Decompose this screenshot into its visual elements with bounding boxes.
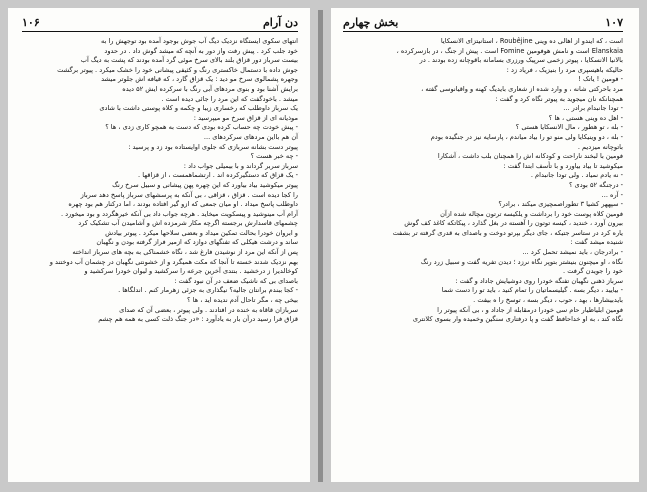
text-line: - بیایید ، دیگر بسه . گیلیسماتیان را تمام کنید ، باید تو را دست شما — [441, 286, 623, 295]
text-line: خود را جویدن گرفت . — [563, 267, 623, 276]
text-line: پس از آنکه این مرد از نوشیدن فارغ شد ، نگاه خشمناکی به بچه های سرباز انداخته — [72, 248, 298, 257]
text-line: حالیکه باهیسپری مرد را بنیزیک ، فریاد زد : — [506, 65, 623, 74]
left-page-title: دن آرام — [262, 16, 298, 29]
text-line: داوطلب پاسخ میداد . او میان جمعی که ازو گیر افتاده بودند ، اما درکنار هم بود چهره — [68, 200, 298, 209]
text-line: برایش آشنا بود و بنوی مردهای آبی رنگ با سرکرده ایش ۵۲ دیده — [122, 84, 298, 93]
text-line: موذیانه ای از قزاق سرخ مو میپرسید : — [193, 113, 298, 122]
text-line: باتوچانه میزدیم . — [577, 142, 623, 151]
text-line: سربازان قاقاه به خنده در افتادند . ولی پیوتر ، بعضی آن که صدای — [119, 305, 298, 314]
text-line: - بله ، تو هطور ، مال الانسکایا هستی ؟ — [515, 123, 623, 132]
text-line: نگاه ، او میچنون بنیشتر بتوپر نگاه نرزد ؛ دیدن تفریه گفت و سبیل زرد رنگ — [420, 257, 623, 266]
left-page-header — [22, 16, 298, 32]
text-line: ساند و درشت هیکلی که تفنگهای دوازد که ازمیر فراز گرفته بودن و نگهبان — [96, 238, 298, 247]
text-line: - یک قزاق که دستگیرکرده اند . ارتشماهمست ، از قزاقها . — [138, 171, 298, 180]
text-line: است ، که ایندو از اهالی ده وینی Roubêjine ، استانیتزای الانسکایا — [440, 37, 623, 45]
text-line: خود جلب کرد . پیش رفت واز دور به آنچه که میشد گوش داد . در حدود — [104, 46, 298, 55]
left-page-body — [22, 37, 298, 325]
text-line: پیوتر میکوشید بیاد بیاورد که این چهره پهن پیشانی و سبیل سرخ رنگ — [112, 180, 298, 189]
text-line: - تودا جانبدام برادر ... — [563, 104, 623, 113]
text-line: بیست سرباز دور قزاق بلند بالای سرخ موئی گرد آمده بودند که پشت به دیگ آب — [80, 56, 298, 65]
text-line: آن هم بااین مردهای سرکردهای ... — [203, 132, 298, 141]
text-line: چشمهای قاسدارش برجسته اگرچه مکار شرمزده اش و آشامیدن آب تشکیک کرد — [78, 219, 298, 228]
text-line: نگاه کند ، به او خداحافظ گفت و پا درفتاری سنگین وخمیده وار بسوی کلانتری — [412, 315, 623, 324]
text-line: - نه یادم نمیاد . ولی تودا جانبدام . — [530, 171, 623, 180]
text-line: Elanskaia است و نامش هوفومین Fomine است . پیش از جنگ ، در بازسرکرده ، — [396, 46, 623, 55]
right-page-body — [343, 37, 623, 325]
text-line: کوخالدیرا ز درخشید . بنتدی آخرین جرعه را سرکشید و لیوان خودرا سرکشید و — [84, 267, 298, 276]
text-line: باصدای بی که ناشیک ضعف در آن نبود گفت : — [174, 276, 298, 285]
text-line: فومین با لبخند ناراحت و کودکانه اش را همچنان بلب داشت ، آشکارا — [437, 152, 623, 161]
text-line: شنیده میشد گفت : — [570, 238, 623, 247]
text-line: همچنانکه نان میجوید به پیوتر نگاه کرد و گفت : — [495, 94, 623, 103]
text-line: بالانیا الانسکایا ، پیوتر زخمی سرپیک ورزری بسامانه باقوچانه زده بودند . در — [419, 56, 623, 65]
text-line: یک سرباز داوطلب که رخساری زیبا و چکمه و کلاه پوستی داشت با شادی — [99, 104, 298, 113]
text-line: - برادرجان ، باید نمیشد تحمل کرد ... — [522, 248, 623, 257]
text-line: بایدبیشارها ، بهد ، حوب ، دیگر بسه ، توسخ را ه بیفت . — [473, 296, 623, 305]
left-page-number: ۱۰۶ — [22, 16, 40, 29]
text-line: آرام آب مینوشید و پیسکویت میخاید . هرچه جواب داد بی آنکه خیرهگردد و بود میخورد . — [60, 209, 298, 218]
text-line: - آره ... — [601, 190, 623, 199]
text-line: فومین کلاه پوست خود را برداشت و یلکیسه ترتون مچاله شده ازآن — [440, 209, 623, 218]
text-line: انتهای سکوی ایستگاه نزدیک دیگ آب جوش بوجود آمده بود توجهش را به — [100, 37, 298, 45]
text-line: یاره کرد در ستاسر جتیکه ، جای دیگر بپرتو دوخت و باصدای به قدری گرفته تر بشفت — [392, 228, 623, 237]
text-line: - بله ، دو وینیکایا ولی منو تو را بیاد میاندم ، پارسایه نیز در جنگیده بودم — [430, 132, 623, 141]
text-line: مرد باحرکتی شانه ، و وارد شده از شعاری بایدیگ کهنه و واقیانوسی گفته ، — [421, 84, 623, 93]
text-line: سرباز سربر گرداند و با بیمیلی جواب داد : — [183, 161, 298, 170]
text-line: - سپههر کشیا ۳ تطوراصمچیزی میکند ، برادر؟ — [498, 200, 623, 209]
text-line: میکوشید تا بیاد بیاورد و با تأسف ابتدا گفت : — [503, 161, 623, 170]
text-line: بهم نزدیک شدند خسته تا آنجا که مکت همیگرد و از خشونتی نگهبان در چشمان آب دوختند و — [49, 257, 298, 266]
text-line: بیخی چه ، مگر تاحال آدم ندیده اید ، ها ؟ — [187, 296, 298, 305]
text-line: سرباز ذهنی نگهبان تفنگه خودرا روی دوشیایش جاداد و گفت : — [455, 276, 623, 285]
text-line: جوش داده با دستمال خاکستری رنگ و کثیفی پیشانی خود را خشک میکرد . پیوتر برگشت — [57, 65, 298, 74]
text-line: قزاق فرا رسید درآن بار به یادآورد : «در جنگ ذلت کسی به همه هم چشم — [98, 315, 298, 324]
book-spine-divider — [318, 10, 323, 482]
right-page-number: ۱۰۷ — [605, 16, 623, 29]
text-line: را کجا دیده است . قزاق ، قزاقی ، بی آنکه به پرسشهای سرباز پاسخ دهد سرباز — [80, 190, 298, 199]
text-line: - درجنگه ۵۲ بودی ؟ — [568, 180, 623, 189]
left-page — [8, 8, 310, 482]
text-line: وجهره پشمالوی سرخ مو دید : یک قزاق گارد ، که قیافه اش جلوتر میشد — [101, 75, 298, 84]
text-line: - فومین ! یاتک ! — [578, 75, 623, 84]
text-line: فومین ابلیاظیار حام سی خودرا درمقابله از جاداد و ، بی آنکه پیوتر را — [437, 305, 623, 314]
right-page — [331, 8, 639, 482]
text-line: پیوتر دست بشانه سربازی که جلوی اوایستاده بود زد و پرسید : — [128, 142, 298, 151]
right-page-header — [343, 16, 623, 32]
text-line: - اهل ده وینی هستی ، ها ؟ — [548, 113, 623, 122]
text-line: - پیش خودت چه حساب کرده بودی که دست به همچو کاری زدی ، ها ؟ — [105, 123, 298, 132]
right-page-title: بخش چهارم — [343, 16, 399, 29]
text-line: میشد . باخودگفت که این مرد را جائی دیده است . — [161, 94, 298, 103]
text-line: و ابروان خودرا بحالت تمکین میداد و بعضی سلاحها میکرد . پیوتر بیادش — [105, 228, 298, 237]
text-line: بیرون آورد ، خندید ، کیسه توتون را آهسته در بغل گذارد ، پیکاتکه کاغذ کف گوش — [404, 219, 623, 228]
text-line: - چه خبر هست ؟ — [250, 152, 298, 161]
text-line: - کجا ببندم برانتان جالیه؟ نیگذاری به جزئی زهرمار کنم . اندلگاها . — [118, 286, 298, 295]
